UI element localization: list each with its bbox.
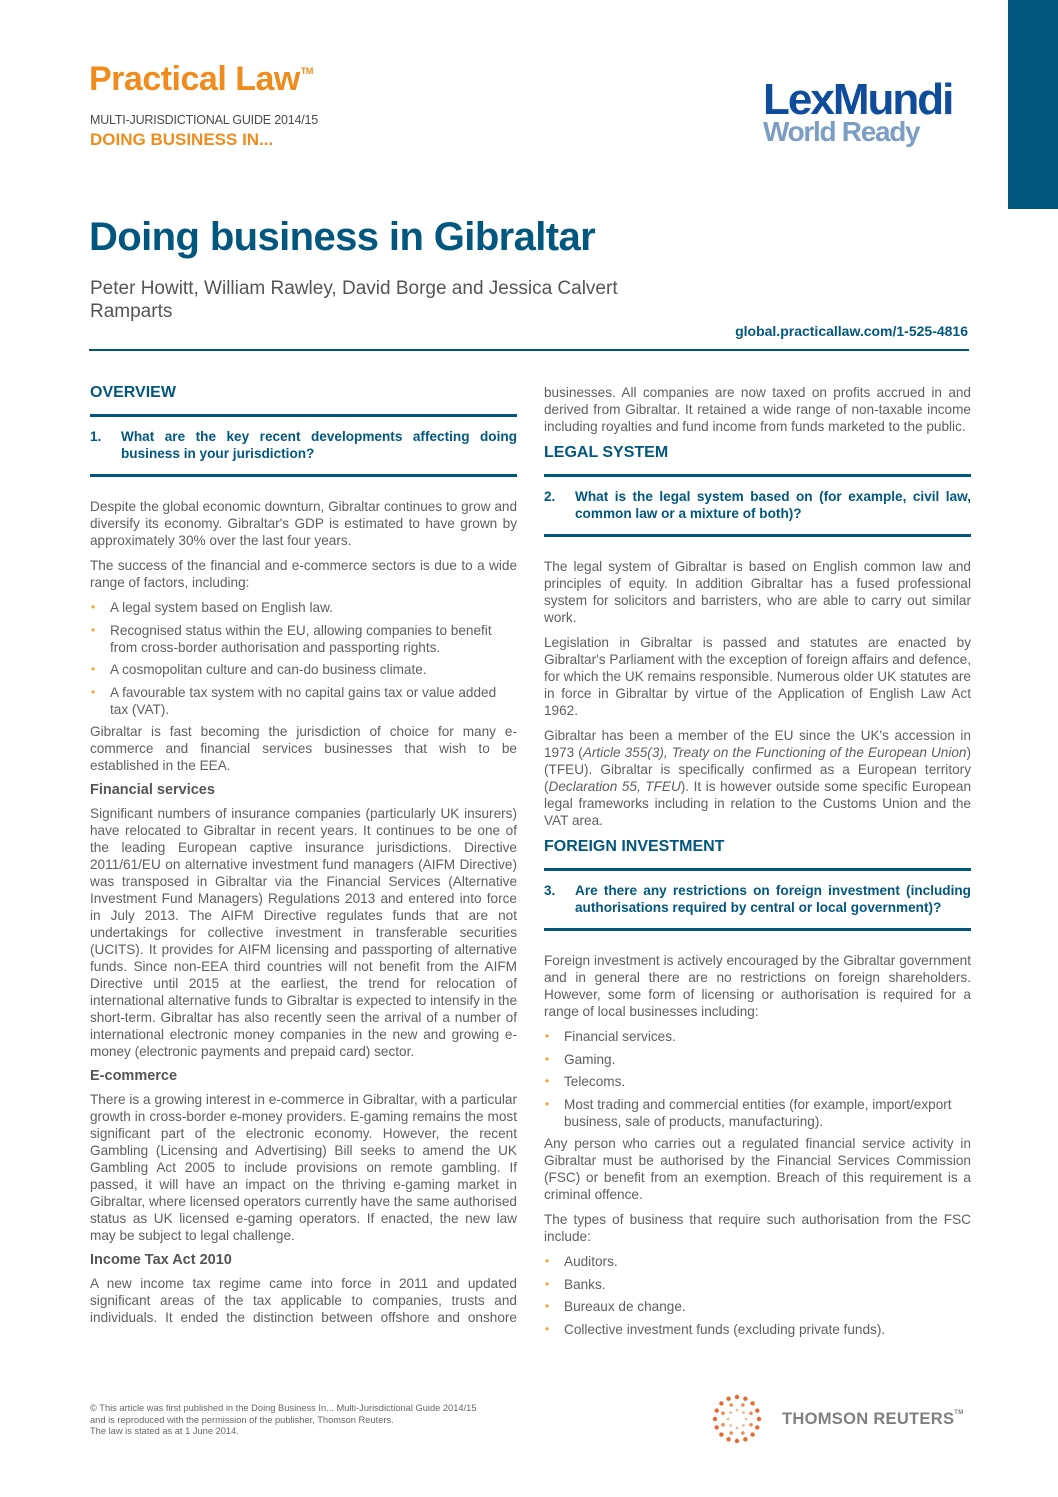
page-title: Doing business in Gibraltar xyxy=(89,215,596,259)
text-run: Gibraltar has been a member of the EU since the UK's accession in 1973 ( xyxy=(544,728,971,760)
paragraph: businesses. All companies are now taxed on profits accrued in and derived from Gibraltar. It retained a wide range of non-taxable income including royalties and fund income from funds marketed to the public. xyxy=(544,385,971,434)
bullet-icon: • xyxy=(545,1051,550,1066)
list-item xyxy=(544,1276,971,1293)
citation: Declaration 55, TFEU xyxy=(548,779,681,794)
bullet-icon: • xyxy=(545,1254,550,1268)
fsc-authorisation-list xyxy=(544,1253,971,1338)
section-heading-foreign-investment: FOREIGN INVESTMENT xyxy=(544,838,725,855)
law-date-line: The law is stated as at 1 June 2014. xyxy=(90,1426,239,1436)
list-item xyxy=(90,622,517,656)
subheading-financial-services: Financial services xyxy=(90,782,215,798)
author-block xyxy=(90,277,618,323)
question-number: 3. xyxy=(544,883,556,898)
list-item xyxy=(544,1096,971,1130)
text-run: ). It is however outside some specific European legal frameworks including in relation to the Customs Union and the VAT area. xyxy=(544,779,972,828)
subheading-e-commerce: E-commerce xyxy=(90,1068,178,1084)
left-column xyxy=(90,383,517,1334)
section-heading-legal-system: LEGAL SYSTEM xyxy=(544,444,669,461)
copyright-line: © This article was first published in the Doing Business In... Multi-Jurisdictional Guide 2014/15 xyxy=(90,1403,477,1413)
bullet-icon: • xyxy=(545,1029,550,1043)
trademark-mark: TM xyxy=(954,1409,964,1416)
author-names: Peter Howitt, William Rawley, David Borge and Jessica Calvert xyxy=(90,278,618,299)
question-text: What is the legal system based on (for example, civil law, common law or a mixture of both)? xyxy=(575,489,971,521)
bullet-icon: • xyxy=(545,1321,550,1336)
list-item-text: Auditors. xyxy=(564,1254,618,1269)
list-item-text: Bureaux de change. xyxy=(564,1299,686,1314)
list-item xyxy=(90,684,517,718)
question-number: 1. xyxy=(90,429,102,444)
paragraph: There is a growing interest in e-commerce in Gibraltar, with a particular growth in cross-border e-money providers. E-gaming remains the most significant part of the electronic economy. However, the recent Gambling (Licensing and Advertising) Bill seeks to amend the UK Gambling Act 2005 to include provisions on remote gambling. If passed, it will have an impact on the thriving e-gaming market in Gibraltar, where licensed operators currently have the same authorised status as UK licensed e-gaming operators. If enacted, the new law may be subject to legal challenge. xyxy=(90,1092,517,1243)
bullet-icon: • xyxy=(91,622,96,637)
paragraph: Any person who carries out a regulated financial service activity in Gibraltar must be authorised by the Financial Services Commission (FSC) or benefit from an exemption. Breach of this requirement is a criminal offence. xyxy=(544,1136,971,1202)
bullet-icon: • xyxy=(91,684,96,699)
bullet-icon: • xyxy=(545,1299,550,1313)
list-item-text: Most trading and commercial entities (for example, import/export business, sale of products, manufacturing). xyxy=(564,1096,952,1129)
paragraph: A new income tax regime came into force in 2011 and updated significant areas of the tax applicable to companies, trusts and individuals. It ended the distinction between offshore and onshore xyxy=(90,1276,517,1325)
list-item xyxy=(544,1321,971,1338)
thomson-reuters-dots-icon xyxy=(712,1394,762,1444)
paragraph: Legislation in Gibraltar is passed and statutes are enacted by Gibraltar's Parliament with the exception of foreign affairs and defence, for which the UK remains responsible. Numerous older UK statutes are in force in Gibraltar by virtue of the Application of English Law Act 1962. xyxy=(544,635,971,718)
list-item-text: A cosmopolitan culture and can-do business climate. xyxy=(110,662,427,677)
lex-mundi-tagline: World Ready xyxy=(763,116,920,147)
list-item xyxy=(544,1028,971,1045)
subheading-income-tax-act: Income Tax Act 2010 xyxy=(90,1252,232,1268)
lex-mundi-logo xyxy=(763,75,973,147)
list-item xyxy=(90,661,517,678)
list-item-text: Recognised status within the EU, allowing companies to benefit from cross-border authorisation and passporting rights. xyxy=(110,622,492,655)
guide-subtitle: DOING BUSINESS IN... xyxy=(90,130,274,149)
list-item xyxy=(90,599,517,616)
list-item xyxy=(544,1073,971,1090)
bullet-icon: • xyxy=(545,1096,550,1111)
bullet-icon: • xyxy=(545,1276,550,1291)
thomson-reuters-logo xyxy=(712,1394,964,1444)
lex-mundi-wordmark: LexMundi xyxy=(763,75,953,124)
bullet-icon: • xyxy=(545,1074,550,1088)
list-item-text: Gaming. xyxy=(564,1051,616,1067)
list-item-text: A legal system based on English law. xyxy=(110,600,333,615)
list-item-text: Financial services. xyxy=(564,1029,676,1044)
title-divider xyxy=(89,349,969,351)
paragraph: The success of the financial and e-commerce sectors is due to a wide range of factors, including: xyxy=(90,558,517,590)
list-item-text: Collective investment funds (excluding private funds). xyxy=(564,1321,886,1337)
text-run: ) (TFEU). Gibraltar is specifically confirmed as a European territory ( xyxy=(544,745,971,794)
question-3 xyxy=(544,868,971,931)
list-item-text: Telecoms. xyxy=(564,1074,626,1089)
list-item xyxy=(544,1253,971,1270)
citation: Article 355(3), Treaty on the Functioning of the European Union xyxy=(582,745,967,760)
copyright-line: and is reproduced with the permission of the publisher, Thomson Reuters. xyxy=(90,1414,394,1425)
trademark-mark: TM xyxy=(300,66,313,76)
copyright-note xyxy=(90,1403,477,1438)
publisher-name: THOMSON REUTERS xyxy=(782,1409,955,1428)
question-text: What are the key recent developments affecting doing business in your jurisdiction? xyxy=(121,429,517,461)
list-item xyxy=(544,1051,971,1068)
paragraph: The types of business that require such authorisation from the FSC include: xyxy=(544,1212,971,1244)
corner-accent-bar xyxy=(1008,0,1058,209)
paragraph: Significant numbers of insurance companies (particularly UK insurers) have relocated to Gibraltar in recent years. It continues to be one of the leading European captive insurance jurisdictions. Directive 2011/61/EU on alternative investment fund managers (AIFM Directive) was transposed in Gibraltar via the Financial Services (Alternative Investment Fund Managers) Regulations 2013 and entered into force in July 2013. The AIFM Directive regulates funds that are not undertakings for collective investment in transferable securities (UCITS). It provides for AIFM licensing and passporting of alternative funds. Since non-EEA third countries will not benefit from the AIFM Directive until 2015 at the earliest, the trend for relocation of international alternative funds to Gibraltar is expected to intensify in the short-term. Gibraltar has also recently seen the arrival of a number of international electronic money companies in the new and growing e-money (electronic payments and prepaid card) sector. xyxy=(90,806,517,1059)
bullet-icon: • xyxy=(91,662,96,676)
factors-list xyxy=(90,599,517,718)
question-1 xyxy=(90,414,517,477)
bullet-icon: • xyxy=(91,600,96,614)
paragraph: Gibraltar is fast becoming the jurisdiction of choice for many e-commerce and financial services businesses that wish to be established in the EEA. xyxy=(90,724,517,773)
right-column xyxy=(544,384,971,1343)
list-item xyxy=(544,1298,971,1315)
practical-law-logo xyxy=(89,60,313,99)
paragraph: Foreign investment is actively encouraged by the Gibraltar government and in general there are no restrictions on foreign shareholders. However, some form of licensing or authorisation is required for a range of local businesses including: xyxy=(544,953,971,1019)
question-2 xyxy=(544,474,971,537)
brand-name: Practical Law xyxy=(89,60,300,98)
paragraph: The legal system of Gibraltar is based on English common law and principles of equity. In addition Gibraltar has a fused professional system for solicitors and barristers, who are able to carry out similar work. xyxy=(544,559,971,625)
firm-name: Ramparts xyxy=(90,301,173,322)
question-number: 2. xyxy=(544,489,556,504)
question-text: Are there any restrictions on foreign investment (including authorisations required by central or local government)? xyxy=(575,883,971,915)
thomson-reuters-wordmark xyxy=(782,1410,964,1429)
guide-label: MULTI-JURISDICTIONAL GUIDE 2014/15 xyxy=(90,113,318,127)
article-link[interactable]: global.practicallaw.com/1-525-4816 xyxy=(735,323,968,339)
list-item-text: Banks. xyxy=(564,1276,606,1292)
paragraph xyxy=(544,727,971,829)
licensed-businesses-list xyxy=(544,1028,971,1130)
paragraph: Despite the global economic downturn, Gibraltar continues to grow and diversify its economy. Gibraltar's GDP is estimated to have grown by approximately 30% over the last four years. xyxy=(90,499,517,548)
section-heading-overview: OVERVIEW xyxy=(90,384,176,401)
list-item-text: A favourable tax system with no capital gains tax or value added tax (VAT). xyxy=(110,684,497,717)
